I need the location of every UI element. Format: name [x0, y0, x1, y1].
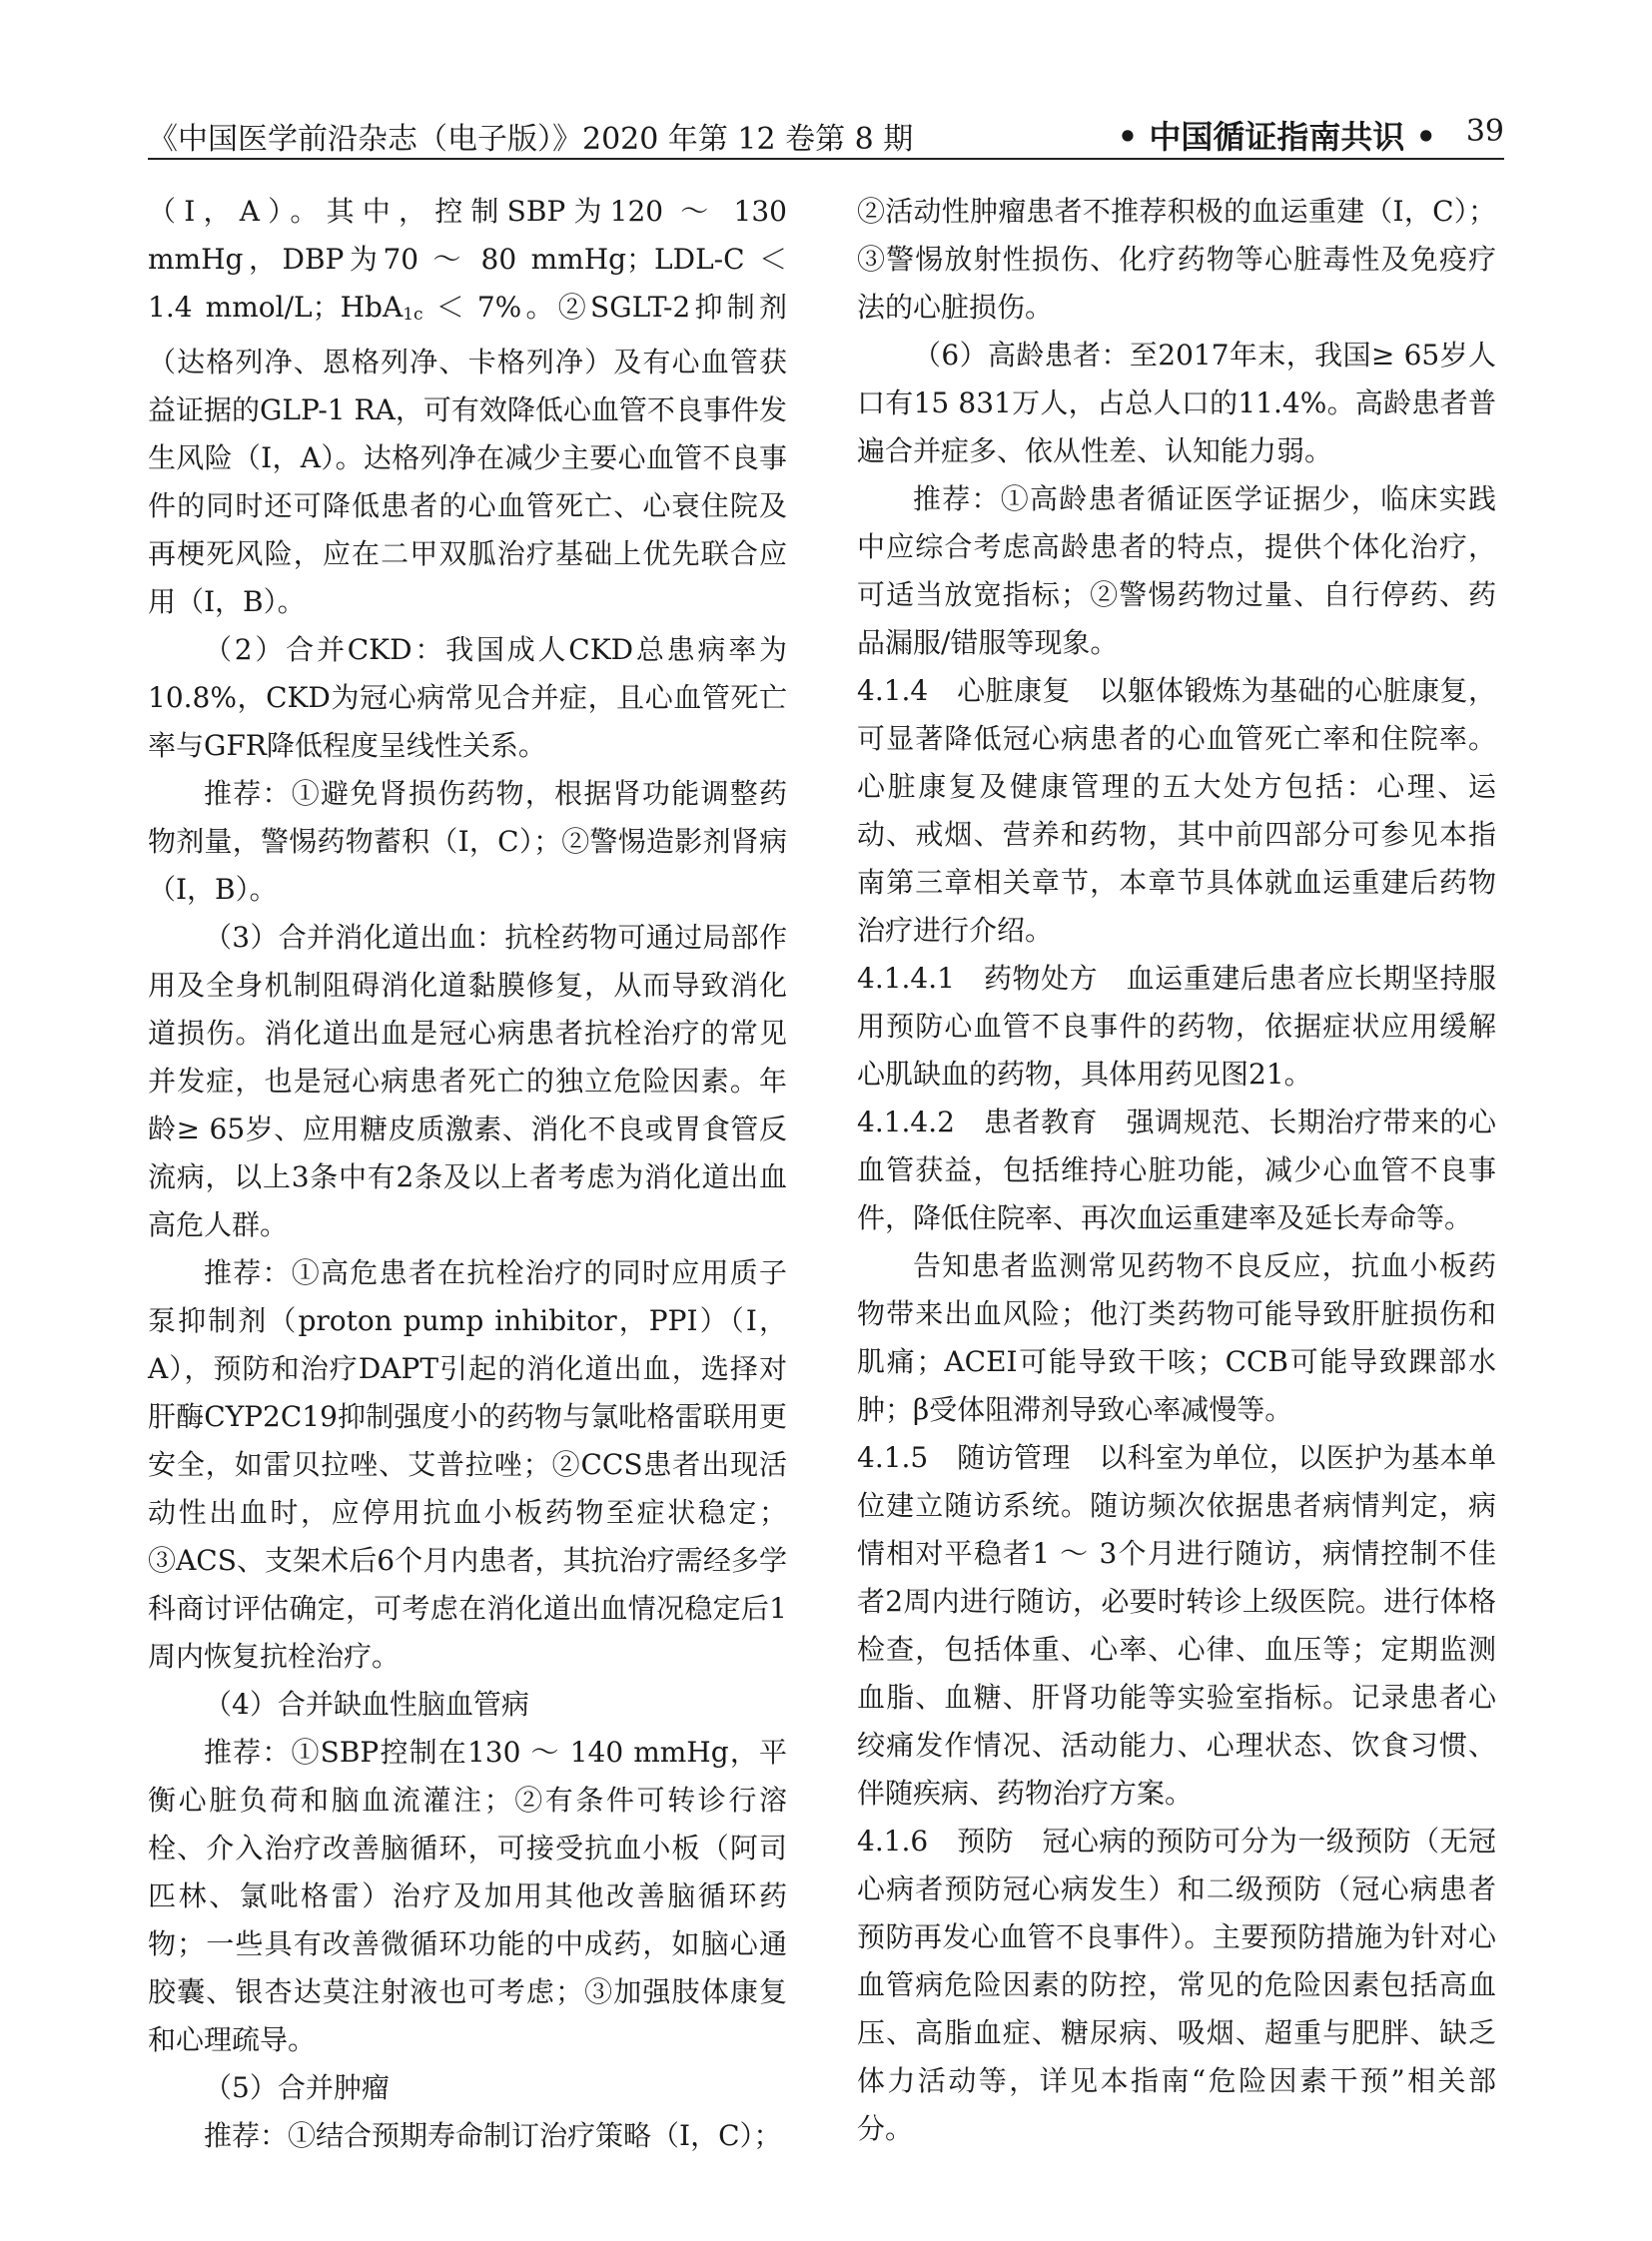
paragraph: [148, 188, 787, 626]
paragraph: ②活动性肿瘤患者不推荐积极的血运重建（Ⅰ，C）；③警惕放射性损伤、化疗药物等心脏毒性及免疫疗法的心脏损伤。: [857, 195, 1496, 324]
paragraph: 推荐：①避免肾损伤药物，根据肾功能调整药物剂量，警惕药物蓄积（Ⅰ，C）；②警惕造影剂肾病（Ⅰ，B）。: [148, 777, 787, 906]
section-4-1-4-1: 4.1.4.1 药物处方 血运重建后患者应长期坚持服用预防心血管不良事件的药物，依据症状应用缓解心肌缺血的药物，具体用药见图21。: [857, 962, 1496, 1091]
paragraph: （6）高龄患者：至2017年末，我国≥ 65岁人口有15 831万人，占总人口的11.4%。高龄患者普遍合并症多、依从性差、认知能力弱。: [857, 339, 1496, 467]
journal-title: 《中国医学前沿杂志（电子版）》2020 年第 12 卷第 8 期: [148, 122, 914, 157]
right-column: [857, 188, 1496, 2153]
paragraph: （5）合并肿瘤: [204, 2071, 390, 2104]
subscript: 1c: [403, 305, 423, 325]
section-4-1-4-2: 4.1.4.2 患者教育 强调规范、长期治疗带来的心血管获益，包括维持心脏功能，减少心血管不良事件，降低住院率、再次血运重建率及延长寿命等。: [857, 1106, 1496, 1234]
paragraph: 告知患者监测常见药物不良反应，抗血小板药物带来出血风险；他汀类药物可能导致肝脏损伤和肌痛；ACEI可能导致干咳；CCB可能导致踝部水肿；β受体阻滞剂导致心率减慢等。: [857, 1249, 1496, 1426]
paragraph: 推荐：①结合预期寿命制订治疗策略（Ⅰ，C）；: [204, 2119, 782, 2152]
section-4-1-5: 4.1.5 随访管理 以科室为单位，以医护为基本单位建立随访系统。随访频次依据患者病情判定，病情相对平稳者1 ～ 3个月进行随访，病情控制不佳者2周内进行随访，必要时转诊上级医院。进行体格检查，包括体重、心率、心律、血压等；定期监测血脂、血糖、肝肾功能等实验室指标。记录患者心绞痛发作情况、活动能力、心理状态、饮食习惯、伴随疾病、药物治疗方案。: [857, 1441, 1496, 1810]
section-title: • 中国循证指南共识 •: [1117, 118, 1436, 156]
section-4-1-6: 4.1.6 预防 冠心病的预防可分为一级预防（无冠心病者预防冠心病发生）和二级预防（冠心病患者预防再发心血管不良事件）。主要预防措施为针对心血管病危险因素的防控，常见的危险因素包括高血压、高脂血症、糖尿病、吸烟、超重与肥胖、缺乏体力活动等，详见本指南“危险因素干预”相关部分。: [857, 1825, 1496, 2145]
section-4-1-4: 4.1.4 心脏康复 以躯体锻炼为基础的心脏康复，可显著降低冠心病患者的心血管死亡率和住院率。心脏康复及健康管理的五大处方包括：心理、运动、戒烟、营养和药物，其中前四部分可参见本指南第三章相关章节，本章节具体就血运重建后药物治疗进行介绍。: [857, 674, 1496, 947]
paragraph: （2）合并CKD：我国成人CKD总患病率为10.8%，CKD为冠心病常见合并症，且心血管死亡率与GFR降低程度呈线性关系。: [148, 633, 787, 762]
paragraph: 推荐：①SBP控制在130 ～ 140 mmHg，平衡心脏负荷和脑血流灌注；②有条件可转诊行溶栓、介入治疗改善脑循环，可接受抗血小板（阿司匹林、氯吡格雷）治疗及加用其他改善脑循环药物；一些具有改善微循环功能的中成药，如脑心通胶囊、银杏达莫注射液也可考虑；③加强肢体康复和心理疏导。: [148, 1736, 787, 2056]
text-run: （Ⅰ，A）。其中，控制SBP为120 ～ 130 mmHg，DBP为70 ～ 80 mmHg；LDL-C ＜ 1.4 mmol/L；HbA: [148, 195, 787, 324]
paragraph: （4）合并缺血性脑血管病: [204, 1688, 529, 1721]
page-number: 39: [1465, 114, 1504, 149]
text-run: ＜ 7%。②SGLT-2抑制剂（达格列净、恩格列净、卡格列净）及有心血管获益证据的GLP-1 RA，可有效降低心血管不良事件发生风险（Ⅰ，A）。达格列净在减少主要心血管不良事件的同时还可降低患者的心血管死亡、心衰住院及再梗死风险，应在二甲双胍治疗基础上优先联合应用（Ⅰ，B）。: [148, 291, 787, 618]
paragraph: （3）合并消化道出血：抗栓药物可通过局部作用及全身机制阻碍消化道黏膜修复，从而导致消化道损伤。消化道出血是冠心病患者抗栓治疗的常见并发症，也是冠心病患者死亡的独立危险因素。年龄≥ 65岁、应用糖皮质激素、消化不良或胃食管反流病，以上3条中有2条及以上者考虑为消化道出血高危人群。: [148, 921, 787, 1241]
page-header: [148, 108, 1504, 160]
left-column: [148, 188, 787, 2160]
paragraph: 推荐：①高龄患者循证医学证据少，临床实践中应综合考虑高龄患者的特点，提供个体化治疗，可适当放宽指标；②警惕药物过量、自行停药、药品漏服/错服等现象。: [857, 482, 1496, 659]
paragraph: 推荐：①高危患者在抗栓治疗的同时应用质子泵抑制剂（proton pump inhibitor，PPI）（Ⅰ，A），预防和治疗DAPT引起的消化道出血，选择对肝酶CYP2C19抑制强度小的药物与氯吡格雷联用更安全，如雷贝拉唑、艾普拉唑；②CCS患者出现活动性出血时，应停用抗血小板药物至症状稳定；③ACS、支架术后6个月内患者，其抗治疗需经多学科商讨评估确定，可考虑在消化道出血情况稳定后1周内恢复抗栓治疗。: [148, 1256, 787, 1673]
